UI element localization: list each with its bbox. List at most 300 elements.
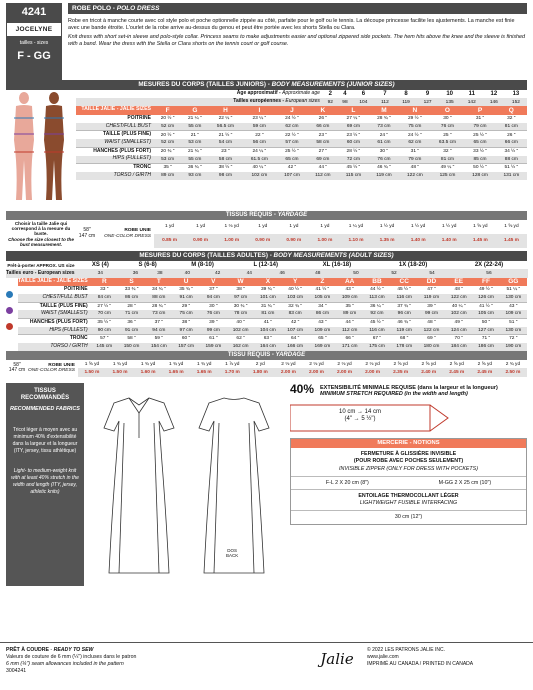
table-cell: 22 ½ ": [276, 131, 307, 139]
table-cell: 154 cm: [145, 343, 172, 351]
table-cell: 65 cm: [276, 156, 307, 164]
chest-marker-icon: [6, 291, 13, 298]
table-cell: 61.5 cm: [242, 156, 276, 164]
table-cell: 12: [490, 90, 498, 97]
table-cell: 2 ¾ yd: [505, 361, 521, 367]
table-cell: 1 ½ yd: [379, 224, 395, 230]
table-cell: 20 ½ ": [160, 115, 175, 121]
text: (4" → 5 ½"): [344, 416, 376, 423]
table-cell: 41 ½ ": [315, 287, 330, 293]
header: [6, 3, 527, 80]
table-cell: 2 ⅝ yd: [421, 361, 436, 367]
table-cell: 34 ½ ": [496, 147, 527, 155]
table-cell: 84 cm: [91, 294, 118, 302]
sizes-label: tailles - sizes: [19, 40, 49, 47]
table-cell: 1.40 m: [434, 234, 465, 248]
text: CHEST/FULL BUST: [42, 293, 88, 300]
footer: [0, 642, 533, 690]
table-cell: 2 ⅛ yd: [281, 361, 296, 367]
table-cell: 190 cm: [500, 343, 527, 351]
table-cell: 2 ⅛ yd: [365, 361, 380, 367]
table-cell: 37 ": [145, 318, 172, 326]
table-row: [6, 220, 527, 234]
table-cell: 36: [123, 269, 148, 277]
table-cell: 76 cm: [369, 156, 400, 164]
table-cell: 1.10 m: [340, 234, 371, 248]
table-cell: EE: [445, 278, 472, 286]
text: TISSUS REQUIS -: [225, 211, 278, 218]
table-cell: [18, 327, 91, 335]
table-cell: HANCHES (PLUS FORT): [18, 318, 91, 326]
table-cell: 103 cm: [282, 294, 309, 302]
table-cell: 52: [375, 269, 413, 277]
table-cell: 27 ": [308, 147, 339, 155]
table-cell: 1.70 m: [218, 368, 246, 376]
table-cell: 2.50 m: [499, 368, 527, 376]
table-cell: 119 cm: [369, 172, 400, 180]
table-cell: 1 ⅝ yd: [84, 361, 100, 367]
text: [54, 647, 94, 653]
pattern-title: [68, 3, 527, 14]
interfacing-length: 30 cm (12"): [394, 514, 423, 520]
text: MERCERIE - NOTIONS: [291, 439, 526, 448]
table-cell: 142: [461, 98, 483, 106]
table-cell: 178 cm: [391, 343, 418, 351]
table-cell: 79 cm: [464, 123, 495, 131]
adult-measurement-table: [18, 278, 527, 352]
table-cell: 2.00 m: [359, 368, 387, 376]
table-cell: 43 ": [309, 318, 336, 326]
table-cell: 130 cm: [500, 294, 527, 302]
table-row: [6, 360, 527, 368]
table-cell: 1.80 m: [246, 368, 274, 376]
text: BODY MEASUREMENTS (JUNIOR SIZES): [271, 81, 395, 88]
table-cell: L: [338, 106, 369, 114]
fabric-width: [76, 220, 98, 248]
table-cell: 119 cm: [391, 327, 418, 335]
adult-waist-in: [18, 302, 527, 310]
table-cell: 92 cm: [363, 310, 390, 318]
table-cell: 31 ": [475, 115, 485, 121]
text: BODY MEASUREMENTS (ADULT SIZES): [273, 252, 394, 260]
rtw-row: [6, 261, 527, 269]
adult-jalie-size-row: [18, 278, 527, 286]
table-cell: N: [399, 106, 430, 114]
table-cell: 119: [395, 98, 416, 106]
text: 147 cm: [78, 232, 96, 239]
table-cell: 46 ¾ ": [391, 318, 418, 326]
table-cell: 24 ": [369, 131, 400, 139]
table-cell: TRONC: [18, 335, 91, 343]
table-cell: 57 cm: [276, 139, 307, 147]
table-cell: 131 cm: [496, 172, 527, 180]
table-cell: 30 ": [443, 115, 452, 121]
table-cell: 50 ": [472, 318, 499, 326]
text: TISSUS RECOMMANDÉS: [20, 387, 70, 402]
table-cell: 2 ⅛ yd: [309, 361, 324, 367]
table-cell: 33 ¾ ": [124, 287, 139, 293]
table-cell: 72 cm: [338, 156, 369, 164]
junior-waist-cm: [76, 139, 527, 147]
table-cell: 112 cm: [308, 172, 339, 180]
table-cell: 7: [383, 90, 387, 97]
text: ENTOILAGE THERMOCOLLANT LÉGER: [358, 492, 459, 499]
table-cell: 1 ½ yd: [442, 224, 457, 230]
table-cell: 64 ": [282, 335, 309, 343]
text: READY TO SEW: [53, 647, 94, 653]
table-cell: 47 ": [427, 287, 436, 293]
table-cell: [18, 343, 91, 351]
table-cell: 66 cm: [496, 139, 527, 147]
table-cell: 0.85 m: [154, 234, 185, 248]
text: MESURES DU CORPS (TAILLES JUNIORS) -: [138, 81, 272, 88]
table-cell: 1 ¾ yd: [140, 361, 156, 367]
text: (POUR ROBE AVEC POCHES SEULEMENT): [353, 458, 464, 465]
junior-hips-in: [76, 147, 527, 155]
table-cell: 1.00 m: [216, 234, 247, 248]
text: MESURES DU CORPS (TAILLES ADULTES) -: [139, 252, 274, 260]
junior-yardage-table: [6, 220, 527, 248]
text: YARDAGE: [277, 211, 308, 218]
table-cell: 1 ¾ yd: [112, 361, 128, 367]
table-row: [6, 368, 527, 376]
table-cell: 97 cm: [172, 327, 199, 335]
text: TISSU REQUIS -: [227, 352, 276, 359]
table-cell: 54: [413, 269, 451, 277]
table-cell: S (6-8): [138, 261, 157, 268]
table-cell: [76, 139, 154, 147]
text: TORSO / GIRTH: [113, 172, 151, 179]
table-cell: 93 cm: [181, 172, 208, 180]
table-cell: 27 ¼ ": [346, 115, 361, 121]
table-cell: 2.00 m: [274, 368, 302, 376]
table-cell: 66 ": [336, 335, 363, 343]
interfacing-info: [291, 490, 526, 511]
table-cell: X: [254, 278, 281, 286]
table-cell: 116 cm: [363, 327, 390, 335]
adult-yardage-table: [6, 360, 527, 376]
text: [18, 278, 527, 352]
table-cell: 175 cm: [363, 343, 390, 351]
table-cell: Prêt-à-porter APPROX. US size: [7, 262, 75, 268]
table-cell: 30 ": [369, 147, 400, 155]
table-cell: 56: [451, 269, 527, 277]
table-cell: 0.90 m: [278, 234, 309, 248]
table-cell: 49 ½ ": [479, 287, 493, 293]
table-cell: 88 cm: [496, 156, 527, 164]
stretch-requirement: [290, 383, 527, 398]
table-cell: 49 ": [445, 318, 472, 326]
text: Light- to medium-weight knit with at least 40% stretch in the width and length (ITY, jersey, athletic knits): [11, 468, 79, 495]
table-cell: 30 ": [200, 302, 227, 310]
adult-hips-in: [18, 318, 527, 326]
table-cell: Q: [496, 106, 527, 114]
table-cell: 1.50 m: [106, 368, 134, 376]
table-cell: 115 cm: [338, 172, 369, 180]
table-cell: 1.35 m: [372, 234, 403, 248]
table-cell: DD: [418, 278, 445, 286]
table-cell: 11: [468, 90, 475, 97]
text: [6, 303, 18, 319]
table-cell: 112: [374, 98, 395, 106]
junior-torso-in: [76, 164, 527, 172]
table-cell: 86 cm: [309, 310, 336, 318]
table-cell: 96 cm: [391, 310, 418, 318]
table-cell: 83 cm: [282, 310, 309, 318]
table-cell: 62 cm: [276, 123, 307, 131]
table-cell: 122 cm: [418, 327, 445, 335]
table-cell: 60 cm: [338, 139, 369, 147]
table-cell: 48 ": [418, 318, 445, 326]
table-cell: 92: [323, 98, 338, 106]
table-cell: 73 cm: [145, 310, 172, 318]
table-cell: 32 ": [507, 115, 516, 121]
table-cell: FF: [472, 278, 499, 286]
table-cell: 1 yd: [258, 224, 268, 230]
table-cell: 36 ¼ ": [363, 302, 390, 310]
table-cell: 1 ⅛ yd: [224, 224, 239, 230]
table-cell: 91 cm: [172, 294, 199, 302]
table-cell: XS (4): [91, 261, 109, 268]
table-cell: 1 ¼ yd: [348, 224, 364, 230]
table-cell: 46 ¾ ": [369, 164, 400, 172]
table-cell: 29 ": [172, 302, 199, 310]
table-cell: 109 cm: [309, 327, 336, 335]
requirements: [284, 383, 527, 586]
table-cell: XL (16-18): [322, 261, 352, 268]
table-cell: 45 ½ ": [397, 287, 412, 293]
adult-color-markers: [6, 278, 18, 352]
text: Tricot léger à moyen avec au minimum 40% d'extensibilité dans la largeur et la longueur (ITY, jersey, tissu athlétique): [12, 427, 78, 454]
table-cell: 73 cm: [369, 123, 400, 131]
text: HIPS (FULLEST): [49, 326, 88, 333]
table-cell: 33 ½ ": [464, 147, 495, 155]
text: Tailles européennes: [233, 98, 281, 105]
table-cell: 2 ⅛ yd: [337, 361, 352, 367]
table-cell: 85 cm: [464, 156, 495, 164]
age-row: [76, 90, 527, 98]
table-cell: 152: [505, 98, 527, 106]
table-cell: 28 ¾ ": [145, 302, 172, 310]
adult-rtw-table: [6, 261, 527, 277]
table-cell: 122 cm: [445, 294, 472, 302]
table-cell: 53 cm: [154, 156, 181, 164]
table-cell: 21 ½ ": [209, 131, 243, 139]
table-cell: 45 ½ ": [363, 318, 390, 326]
table-cell: 38 ": [172, 318, 199, 326]
table-cell: 2 ⅝ yd: [393, 361, 408, 367]
table-cell: 146: [483, 98, 505, 106]
table-cell: 68 ": [391, 335, 418, 343]
table-cell: 135: [439, 98, 461, 106]
table-cell: TAILLE (PLUS FINE): [18, 302, 91, 310]
table-cell: 66 cm: [308, 123, 339, 131]
table-cell: 81 cm: [430, 156, 464, 164]
text: INVISIBLE ZIPPER (ONLY FOR DRESS WITH POCKETS): [339, 465, 478, 472]
table-cell: 21 ¼ ": [188, 115, 202, 121]
table-cell: 38: [148, 269, 173, 277]
table-cell: 57 ": [91, 335, 118, 343]
table-cell: L (12-14): [253, 261, 279, 268]
table-cell: F: [154, 106, 181, 114]
table-cell: 2.00 m: [302, 368, 330, 376]
table-cell: 27 ½ ": [91, 302, 118, 310]
table-cell: 4: [343, 90, 347, 97]
table-cell: 1.45 m: [496, 234, 527, 248]
table-cell: 23 ¼ ": [252, 115, 267, 121]
table-cell: 25 ½ ": [464, 131, 495, 139]
text: Valeurs de couture de 6 mm (¼") incluses dans le patron: [6, 654, 137, 661]
table-cell: AA: [336, 278, 363, 286]
table-cell: 1.50 m: [78, 368, 106, 376]
table-cell: 48 ": [399, 164, 430, 172]
table-cell: 40 ¼ ": [445, 302, 472, 310]
table-cell: 65 ": [309, 335, 336, 343]
table-cell: 102 cm: [445, 310, 472, 318]
adult-chest-cm: [18, 294, 527, 302]
text: [62, 3, 527, 80]
adult-waist-cm: [18, 310, 527, 318]
table-cell: 51 ¼ ": [506, 287, 521, 293]
table-cell: Y: [282, 278, 309, 286]
text: Choose the size closest to the bust measurement.: [8, 236, 74, 247]
text: POLO DRESS: [116, 5, 160, 12]
table-cell: 76 cm: [430, 123, 464, 131]
table-cell: 169 cm: [309, 343, 336, 351]
table-cell: 71 ": [472, 335, 499, 343]
text: LIGHTWEIGHT FUSIBLE INTERFACING: [359, 499, 458, 506]
junior-chest-cm: [76, 123, 527, 131]
table-cell: 99 cm: [200, 327, 227, 335]
table-cell: 28 ¾ ": [377, 115, 391, 121]
adult-torso-cm: [18, 343, 527, 351]
text: TORSO / GIRTH: [50, 343, 88, 350]
table-cell: 72 ": [500, 335, 527, 343]
table-cell: O: [430, 106, 464, 114]
table-cell: 101 cm: [254, 294, 281, 302]
text: ROBE UNIE: [124, 228, 151, 234]
recommended-fabrics: [6, 383, 84, 586]
table-cell: 81 cm: [496, 123, 527, 131]
pattern-id-box: [6, 3, 62, 80]
table-cell: 29 ½ ": [408, 115, 422, 121]
table-cell: 125 cm: [430, 172, 464, 180]
table-cell: [76, 123, 154, 131]
jalie-logo: Jalie: [320, 650, 354, 668]
table-cell: HANCHES (PLUS FORT): [76, 147, 154, 155]
table-cell: 75 cm: [399, 123, 430, 131]
table-cell: 53 cm: [181, 139, 208, 147]
table-cell: 34 ": [309, 302, 336, 310]
table-cell: 126 cm: [472, 294, 499, 302]
table-cell: 23 ": [209, 147, 243, 155]
table-cell: TAILLE (PLUS FINE): [76, 131, 154, 139]
junior-yardage-title: [6, 211, 527, 220]
table-cell: 24 ½ ": [399, 131, 430, 139]
product-code: 3004241: [6, 668, 27, 675]
table-cell: 39 ": [200, 318, 227, 326]
text: 6 mm (¼") seam allowances included in the pattern: [6, 661, 124, 668]
table-cell: CC: [391, 278, 418, 286]
text: [320, 383, 498, 398]
table-cell: 90 cm: [91, 327, 118, 335]
table-cell: 48 ": [454, 287, 463, 293]
table-cell: 1 ¾ yd: [168, 361, 184, 367]
table-cell: 2.45 m: [443, 368, 471, 376]
table-cell: 46: [266, 269, 299, 277]
table-cell: 69 cm: [338, 123, 369, 131]
table-cell: 2 ⅝ yd: [449, 361, 464, 367]
table-cell: 67 ": [363, 335, 390, 343]
table-cell: 48: [299, 269, 337, 277]
table-cell: 60 ": [172, 335, 199, 343]
text: [367, 647, 527, 686]
table-cell: 2X (22-24): [474, 261, 504, 268]
table-cell: 186 cm: [472, 343, 499, 351]
table-cell: M: [369, 106, 400, 114]
table-cell: 35 ": [154, 164, 181, 172]
table-cell: 113 cm: [363, 294, 390, 302]
table-cell: 55 cm: [181, 123, 208, 131]
table-cell: 40 ½ ": [288, 287, 302, 293]
table-cell: 1 yd: [165, 224, 175, 230]
table-cell: 39 ": [418, 302, 445, 310]
adult-hips-cm: [18, 327, 527, 335]
junior-size-table: [76, 106, 527, 180]
table-cell: W: [227, 278, 254, 286]
body-diagram: [6, 90, 76, 211]
text: PRÊT À COUDRE: [6, 647, 49, 653]
text: [6, 319, 18, 335]
table-cell: BB: [363, 278, 390, 286]
table-cell: 69 ": [418, 335, 445, 343]
table-cell: 62 cm: [399, 139, 430, 147]
choose-size-note: [6, 220, 76, 248]
text: [8, 237, 74, 247]
table-cell: 109 cm: [336, 294, 363, 302]
table-cell: 94 cm: [145, 327, 172, 335]
table-cell: 162 cm: [227, 343, 254, 351]
table-cell: 76 cm: [200, 310, 227, 318]
table-cell: 32 ": [430, 147, 464, 155]
table-cell: Tailles européennes - European sizes: [76, 98, 323, 106]
table-cell: 31 ¾ ": [254, 302, 281, 310]
table-cell: 58 cm: [209, 156, 243, 164]
table-cell: 59 ": [145, 335, 172, 343]
table-cell: 33 ": [100, 287, 109, 293]
table-cell: 97 cm: [227, 294, 254, 302]
table-cell: 122 cm: [399, 172, 430, 180]
table-cell: 41 ½ ": [472, 302, 499, 310]
description-fr: Robe en tricot à manche courte avec col style polo et poche optionnelle zippée au côté, parfaite pour le golf ou le tennis. La découpe princesse facilite les ajustements. La manche est finie avec une bande étroite. L'ourlet de la robe arrive au-dessus du genou et peut être portée avec les shorts Stella ou Clara.: [68, 18, 515, 32]
table-cell: 32 ¾ ": [282, 302, 309, 310]
table-cell: 13: [512, 90, 520, 97]
table-cell: TAILLE JALIE - JALIE SIZES: [18, 278, 91, 286]
text: RECOMMENDED FABRICS: [10, 406, 80, 413]
table-cell: 37 ": [209, 287, 218, 293]
table-cell: R: [91, 278, 118, 286]
stretch-range: [290, 409, 430, 423]
back-label: [226, 548, 238, 558]
table-cell: 34 ¾ ": [151, 287, 166, 293]
junior-measurement-table: [76, 90, 527, 106]
table-cell: 105 cm: [472, 310, 499, 318]
table-cell: 26 ": [496, 131, 527, 139]
website-link[interactable]: www.jalie.com: [367, 654, 399, 660]
table-cell: [18, 310, 91, 318]
waist-marker-icon: [6, 307, 13, 314]
table-cell: 79 cm: [399, 156, 430, 164]
